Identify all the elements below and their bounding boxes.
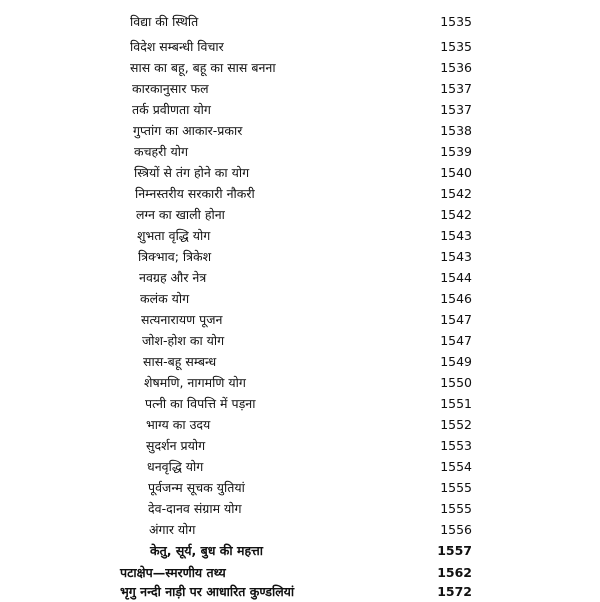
toc-page-number: 1562 [437,565,472,580]
toc-row [0,226,600,246]
toc-page-number: 1536 [440,60,472,75]
toc-page-number: 1543 [440,228,472,243]
toc-page-number: 1542 [440,186,472,201]
toc-entry-title: कचहरी योग [134,144,189,159]
toc-page-number: 1542 [440,207,472,222]
toc-page-number: 1547 [440,312,472,327]
toc-row [0,436,600,456]
toc-entry-title: विदेश सम्बन्धी विचार [130,39,224,54]
toc-page-number: 1550 [440,375,472,390]
toc-row [0,163,600,183]
toc-page-number: 1546 [440,291,472,306]
toc-entry-title: धनवृद्धि योग [147,459,204,474]
toc-entry-title: शेषमणि, नागमणि योग [144,375,246,390]
toc-row [0,121,600,141]
toc-row [0,247,600,267]
toc-entry-title: सास-बहू सम्बन्ध [143,354,217,369]
toc-row [0,499,600,519]
toc-row [0,520,600,540]
toc-page-number: 1555 [440,480,472,495]
toc-row [0,415,600,435]
toc-entry-title: सास का बहू, बहू का सास बनना [130,60,276,75]
toc-row [0,12,600,32]
toc-entry-title: कलंक योग [140,291,190,306]
toc-entry-title: स्त्रियों से तंग होने का योग [134,165,250,180]
toc-entry-title: सत्यनारायण पूजन [141,312,223,327]
toc-page-number: 1547 [440,333,472,348]
toc-page-number: 1557 [437,543,472,558]
toc-entry-title: जोश-होश का योग [142,333,225,348]
toc-row [0,478,600,498]
toc-entry-title: लग्न का खाली होना [136,207,225,222]
toc-section-row [0,582,600,602]
toc-page-number: 1572 [437,584,472,599]
toc-entry-title: तर्क प्रवीणता योग [132,102,211,117]
toc-entry-title: त्रिक्भाव; त्रिकेश [138,249,212,264]
toc-section-row [0,563,600,583]
toc-page-number: 1537 [440,102,472,117]
toc-row [0,184,600,204]
toc-entry-title: निम्नस्तरीय सरकारी नौकरी [135,186,255,201]
toc-page-number: 1556 [440,522,472,537]
toc-entry-title: पूर्वजन्म सूचक युतियां [148,480,245,495]
toc-section-title: भृगु नन्दी नाड़ी पर आधारित कुण्डलियां [120,584,295,599]
toc-page-number: 1538 [440,123,472,138]
toc-section-title: पटाक्षेप—स्मरणीय तथ्य [120,565,226,580]
toc-page-number: 1555 [440,501,472,516]
toc-entry-title: नवग्रह और नेत्र [139,270,207,285]
toc-page-number: 1551 [440,396,472,411]
toc-row [0,58,600,78]
toc-entry-title: केतु, सूर्य, बुध की महत्ता [150,543,263,558]
toc-entry-title: शुभता वृद्धि योग [137,228,211,243]
toc-row [0,79,600,99]
toc-page-number: 1539 [440,144,472,159]
toc-row [0,541,600,561]
toc-entry-title: विद्या की स्थिति [130,14,199,29]
toc-row [0,457,600,477]
toc-row [0,142,600,162]
toc-row [0,205,600,225]
toc-page-number: 1554 [440,459,472,474]
toc-page-number: 1535 [440,39,472,54]
toc-row [0,289,600,309]
toc-row [0,310,600,330]
toc-entry-title: सुदर्शन प्रयोग [146,438,206,453]
toc-row [0,373,600,393]
toc-entry-title: कारकानुसार फल [132,81,209,96]
toc-page-number: 1552 [440,417,472,432]
toc-row [0,100,600,120]
toc-page-number: 1537 [440,81,472,96]
toc-entry-title: अंगार योग [149,522,196,537]
toc-page-number: 1544 [440,270,472,285]
toc-row [0,394,600,414]
toc-entry-title: भाग्य का उदय [146,417,211,432]
toc-row [0,37,600,57]
toc-page-number: 1540 [440,165,472,180]
toc-page-number: 1535 [440,14,472,29]
toc-page-number: 1543 [440,249,472,264]
toc-entry-title: गुप्तांग का आकार-प्रकार [133,123,243,138]
toc-row [0,352,600,372]
toc-entry-title: देव-दानव संग्राम योग [148,501,242,516]
toc-row [0,331,600,351]
toc-entry-title: पत्नी का विपत्ति में पड़ना [145,396,256,411]
toc-page-number: 1553 [440,438,472,453]
toc-page-number: 1549 [440,354,472,369]
toc-row [0,268,600,288]
